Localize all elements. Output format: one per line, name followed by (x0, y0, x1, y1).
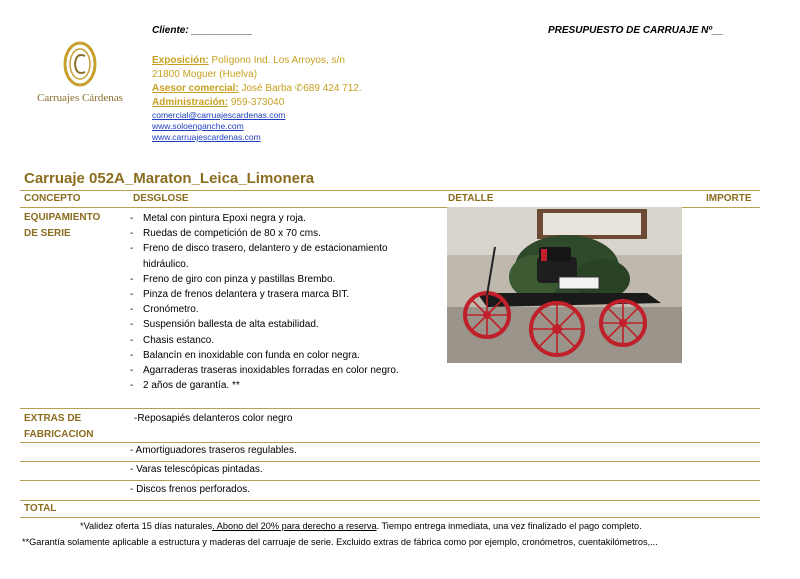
table-rule (20, 408, 760, 409)
list-item: - Balancín en inoxidable con funda en color negra. (130, 349, 360, 361)
exposicion-line: Exposición: Polígono Ind. Los Arroyos, s/n (152, 55, 345, 66)
city-line: 21800 Moguer (Huelva) (152, 69, 258, 80)
header-importe: IMPORTE (706, 193, 752, 204)
table-rule (20, 480, 760, 481)
list-item: - 2 años de garantía. ** (130, 380, 240, 392)
table-rule (20, 190, 760, 191)
document-header (0, 0, 800, 160)
carriage-image-icon (447, 207, 682, 363)
contact-block (152, 54, 362, 143)
header-desglose: DESGLOSE (133, 193, 189, 204)
list-item: - Agarraderas traseras inoxidables forradas en color negro. (130, 365, 399, 377)
footnote-validity: *Validez oferta 15 días naturales. Abono del 20% para derecho a reserva. Tiempo entrega inmediata, una vez finalizado el pago completo. (80, 521, 642, 531)
list-item: - Suspensión ballesta de alta estabilidad. (130, 319, 319, 331)
concept-extras: EXTRAS DE FABRICACION (24, 413, 94, 440)
header-detalle: DETALLE (448, 193, 494, 204)
admin-line: Administración: 959-373040 (152, 97, 285, 108)
list-item: - Pinza de frenos delantera y trasera marca BIT. (130, 289, 350, 301)
list-item: - Freno de disco trasero, delantero y de estacionamiento hidráulico. (130, 243, 388, 270)
company-logo (28, 40, 132, 112)
client-field: Cliente: ___________ (152, 25, 253, 36)
table-rule (20, 442, 760, 443)
extra-row: -Reposapiés delanteros color negro (134, 413, 293, 424)
list-item: - Cronómetro. (130, 304, 199, 316)
table-rule (20, 500, 760, 501)
extra-row: - Amortiguadores traseros regulables. (130, 445, 297, 456)
equipment-list (130, 211, 435, 393)
list-item: - Ruedas de competición de 80 x 70 cms. (130, 228, 321, 240)
table-rule (20, 517, 760, 518)
table-rule (20, 461, 760, 462)
budget-number: PRESUPUESTO DE CARRUAJE Nº__ (548, 25, 724, 36)
extra-row: - Varas telescópicas pintadas. (130, 464, 263, 475)
total-label: TOTAL (24, 503, 57, 514)
extra-row: - Discos frenos perforados. (130, 484, 251, 495)
list-item: - Metal con pintura Epoxi negra y roja. (130, 213, 306, 224)
web-link-soloenganche[interactable]: www.soloenganche.com (152, 121, 244, 131)
carriage-photo (447, 207, 682, 363)
email-link[interactable]: comercial@carruajescardenas.com (152, 110, 286, 120)
concept-equipamiento: EQUIPAMIENTO DE SERIE (24, 212, 101, 239)
logo-text: Carruajes Cárdenas (37, 92, 123, 104)
list-item: - Freno de giro con pinza y pastillas Brembo. (130, 273, 336, 285)
web-link-carruajescardenas[interactable]: www.carruajescardenas.com (152, 132, 261, 142)
header-concepto: CONCEPTO (24, 193, 81, 204)
list-item: - Chasis estanco. (130, 334, 215, 346)
logo-emblem-icon (58, 40, 102, 88)
asesor-line: Asesor comercial: José Barba ✆689 424 712. (152, 83, 362, 94)
footnote-warranty: **Garantía solamente aplicable a estructura y maderas del carruaje de serie. Excluido extras de fábrica como por ejemplo, cronómetros, cuentakilómetros,... (22, 537, 658, 547)
carriage-title: Carruaje 052A_Maraton_Leica_Limonera (24, 170, 315, 187)
